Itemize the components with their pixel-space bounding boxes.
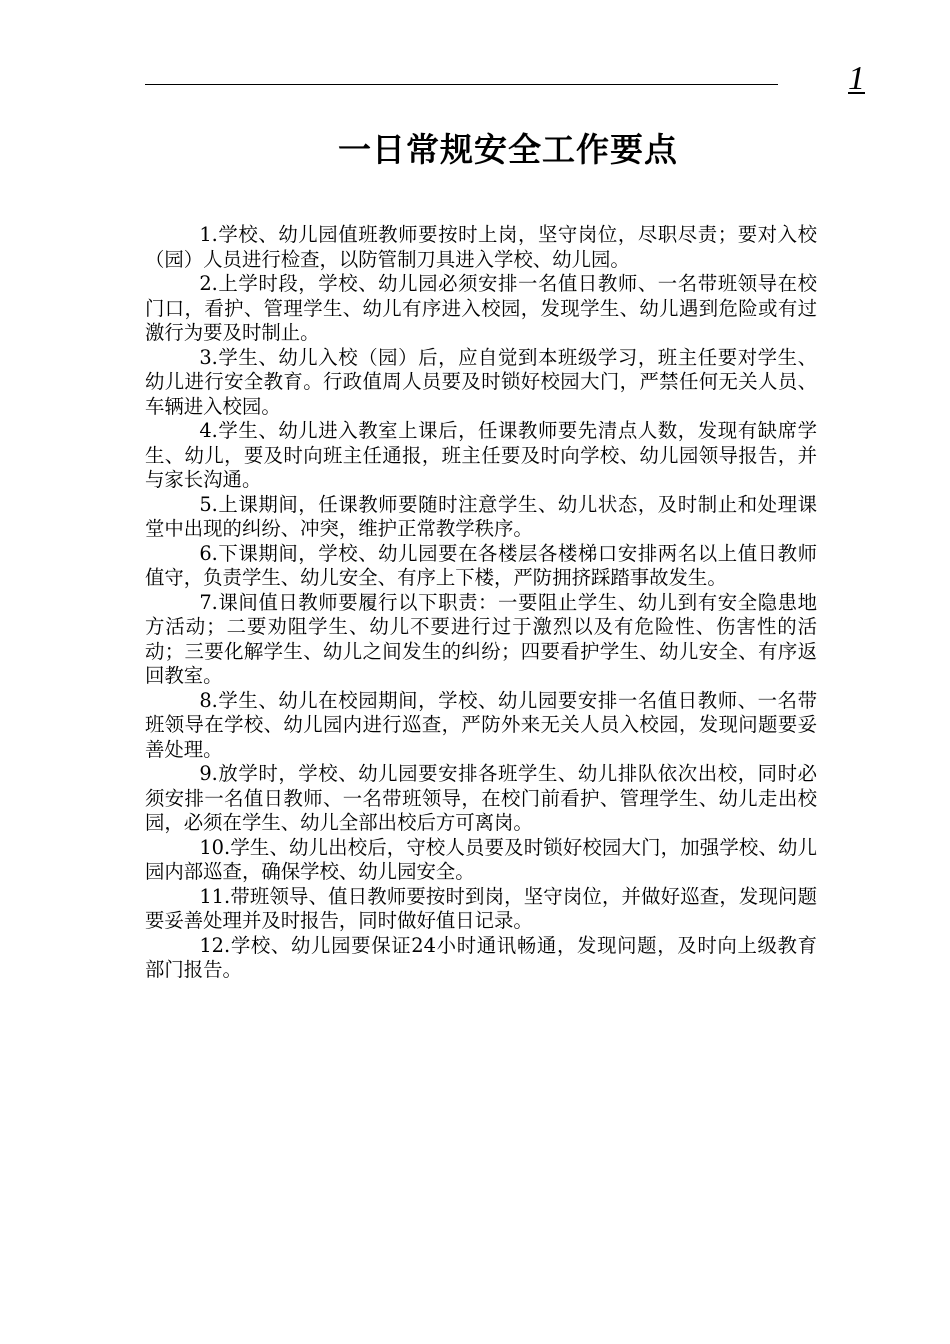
safety-point-6: 6.下课期间，学校、幼儿园要在各楼层各楼梯口安排两名以上值日教师值守，负责学生、幼儿安全、有序上下楼，严防拥挤踩踏事故发生。 xyxy=(145,541,817,589)
safety-points-list xyxy=(145,223,817,983)
safety-point-11: 11.带班领导、值日教师要按时到岗，坚守岗位，并做好巡查，发现问题要妥善处理并及时报告，同时做好值日记录。 xyxy=(145,884,817,932)
safety-point-5: 5.上课期间，任课教师要随时注意学生、幼儿状态，及时制止和处理课堂中出现的纠纷、冲突，维护正常教学秩序。 xyxy=(145,492,817,540)
document-title: 一日常规安全工作要点 xyxy=(338,130,678,169)
safety-point-9: 9.放学时，学校、幼儿园要安排各班学生、幼儿排队依次出校，同时必须安排一名值日教师、一名带班领导，在校门前看护、管理学生、幼儿走出校园，必须在学生、幼儿全部出校后方可离岗。 xyxy=(145,762,817,834)
header-rule xyxy=(145,84,778,85)
safety-point-3: 3.学生、幼儿入校（园）后，应自觉到本班级学习，班主任要对学生、幼儿进行安全教育。行政值周人员要及时锁好校园大门，严禁任何无关人员、车辆进入校园。 xyxy=(145,345,817,418)
safety-point-4: 4.学生、幼儿进入教室上课后，任课教师要先清点人数，发现有缺席学生、幼儿，要及时向班主任通报，班主任要及时向学校、幼儿园领导报告，并与家长沟通。 xyxy=(145,419,817,491)
safety-point-8: 8.学生、幼儿在校园期间，学校、幼儿园要安排一名值日教师、一名带班领导在学校、幼儿园内进行巡查，严防外来无关人员入校园，发现问题要妥善处理。 xyxy=(145,688,817,761)
safety-point-10: 10.学生、幼儿出校后，守校人员要及时锁好校园大门，加强学校、幼儿园内部巡查，确保学校、幼儿园安全。 xyxy=(145,835,817,883)
safety-point-2: 2.上学时段，学校、幼儿园必须安排一名值日教师、一名带班领导在校门口，看护、管理学生、幼儿有序进入校园，发现学生、幼儿遇到危险或有过激行为要及时制止。 xyxy=(145,272,817,344)
safety-point-12: 12.学校、幼儿园要保证24小时通讯畅通，发现问题，及时向上级教育部门报告。 xyxy=(145,933,817,981)
safety-point-1: 1.学校、幼儿园值班教师要按时上岗，坚守岗位，尽职尽责；要对入校（园）人员进行检查，以防管制刀具进入学校、幼儿园。 xyxy=(145,223,817,271)
page-number: 1 xyxy=(848,60,865,97)
safety-point-7: 7.课间值日教师要履行以下职责：一要阻止学生、幼儿到有安全隐患地方活动；二要劝阻学生、幼儿不要进行过于激烈以及有危险性、伤害性的活动；三要化解学生、幼儿之间发生的纠纷；四要看护学生、幼儿安全、有序返回教室。 xyxy=(145,590,817,687)
